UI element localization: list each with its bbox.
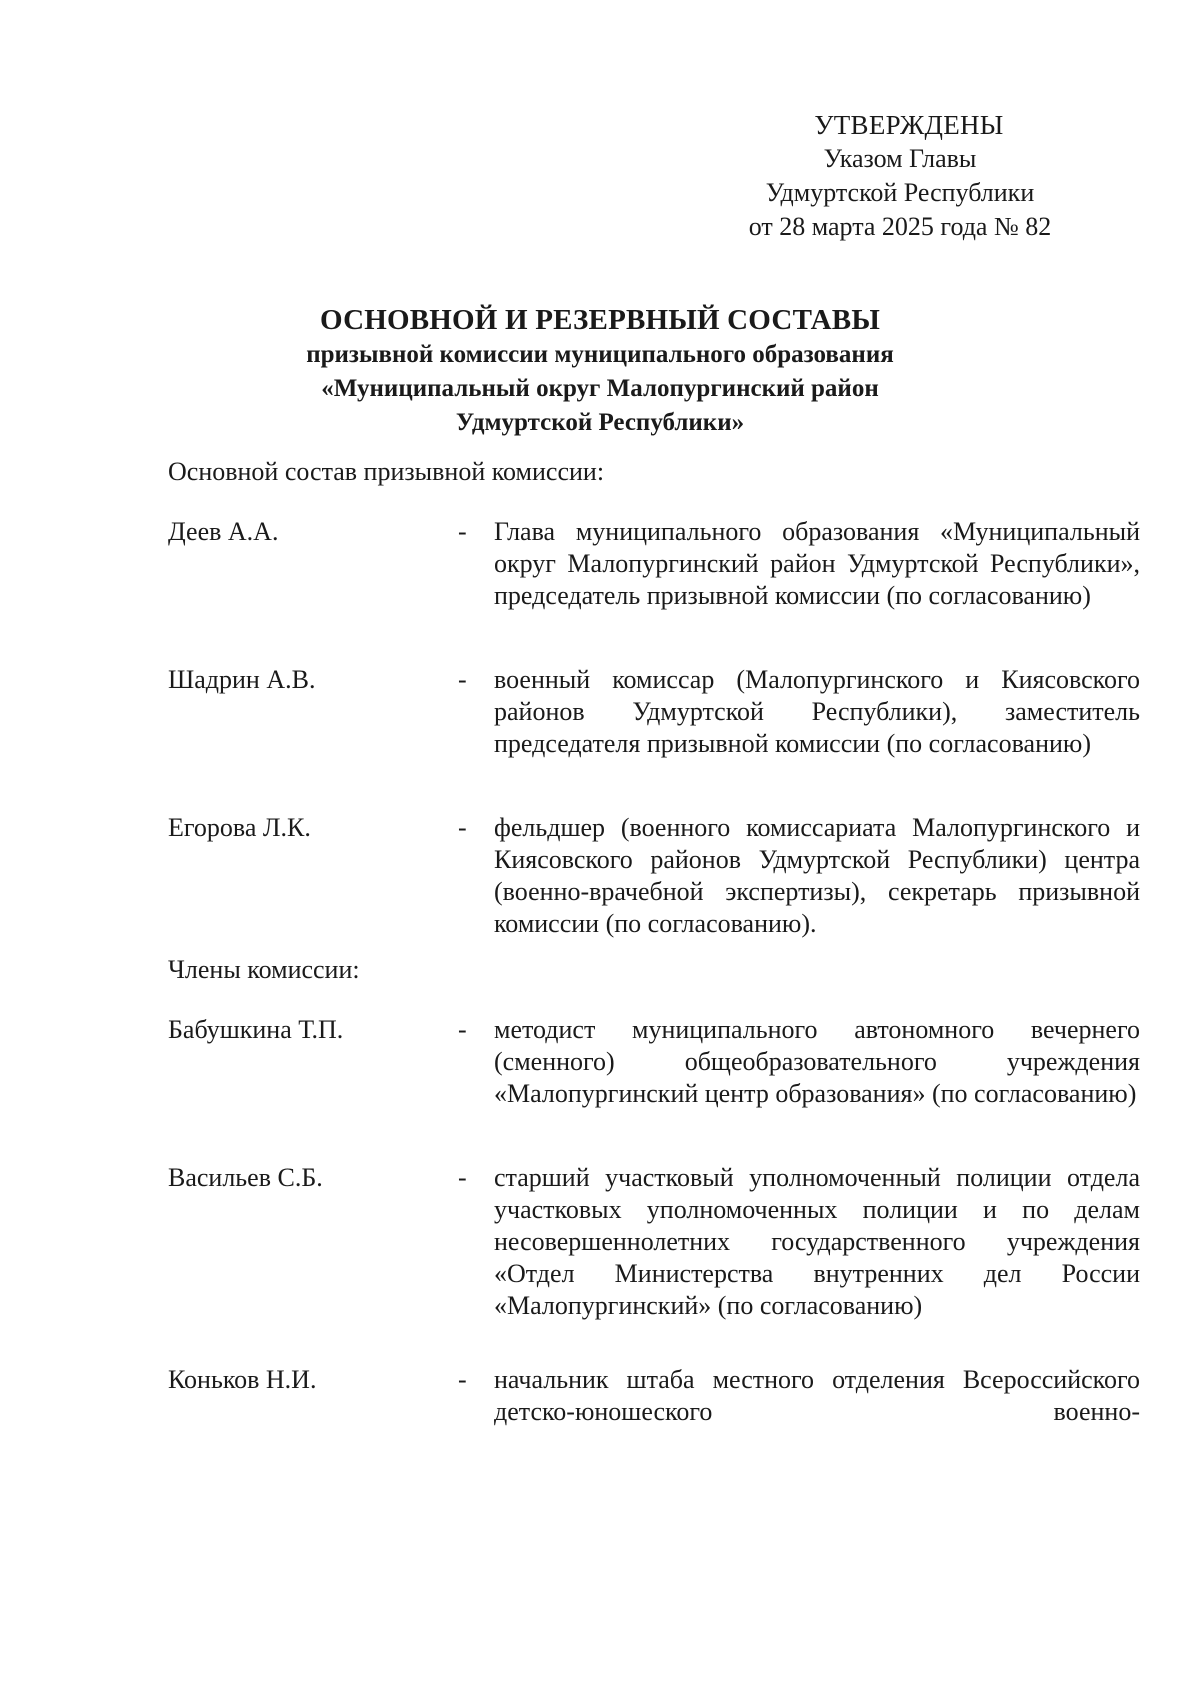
document-title [240, 302, 960, 440]
member-dash: - [458, 1365, 467, 1394]
main-composition-heading: Основной состав призывной комиссии: [168, 457, 605, 486]
title-main: ОСНОВНОЙ И РЕЗЕРВНЫЙ СОСТАВЫ [319, 304, 881, 336]
title-line-3: «Муниципальный округ Малопургинский район [321, 375, 879, 402]
member-dash: - [458, 665, 467, 694]
member-name: Бабушкина Т.П. [168, 1015, 344, 1044]
member-dash: - [458, 813, 467, 842]
member-position: Глава муниципального образования «Муниципальный округ Малопургинский район Удмуртской Республики», председатель призывной комиссии (по согласованию) [494, 517, 1140, 610]
member-dash: - [458, 1163, 467, 1192]
member-name: Деев А.А. [168, 517, 279, 546]
approval-stamp [690, 108, 1110, 244]
member-position: фельдшер (военного комиссариата Малопургинского и Киясовского районов Удмуртской Республики) центра (военно-врачебной экспертизы), секретарь призывной комиссии (по согласованию). [494, 813, 1140, 938]
member-position: методист муниципального автономного вечернего (сменного) общеобразовательного учреждения «Малопургинский центр образования» (по согласованию) [494, 1015, 1140, 1108]
member-name: Шадрин А.В. [168, 665, 316, 694]
member-position: начальник штаба местного отделения Всероссийского детско-юношеского военно- [494, 1365, 1140, 1426]
members-heading: Члены комиссии: [168, 955, 360, 984]
member-dash: - [458, 1015, 467, 1044]
approval-heading: УТВЕРЖДЕНЫ [814, 110, 1004, 140]
member-position: военный комиссар (Малопургинского и Киясовского районов Удмуртской Республики), заместитель председателя призывной комиссии (по согласованию) [494, 665, 1140, 758]
title-line-4: Удмуртской Республики» [455, 409, 745, 436]
approval-line-date: от 28 марта 2025 года № 82 [748, 212, 1052, 241]
member-position: старший участковый уполномоченный полиции отдела участковых уполномоченных полиции и по делам несовершеннолетних государственного учреждения «Отдел Министерства внутренних дел России «Малопургинский» (по согласованию) [494, 1163, 1140, 1320]
member-dash: - [458, 517, 467, 546]
approval-line-region: Удмуртской Республики [765, 178, 1035, 207]
title-line-2: призывной комиссии муниципального образования [306, 341, 894, 368]
member-name: Васильев С.Б. [168, 1163, 323, 1192]
member-name: Коньков Н.И. [168, 1365, 317, 1394]
approval-line-decree: Указом Главы [823, 144, 977, 173]
member-name: Егорова Л.К. [168, 813, 311, 842]
